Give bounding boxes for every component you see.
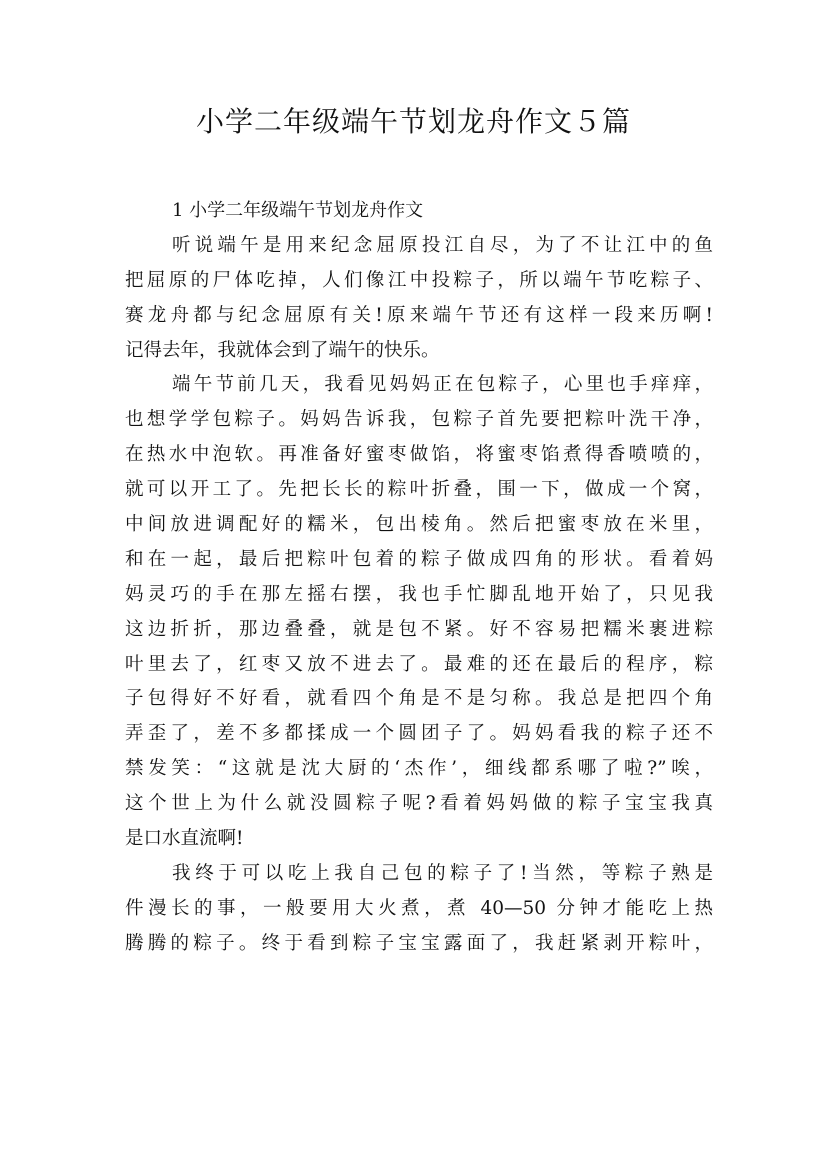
paragraph-line: 弄歪了，差不多都揉成一个圆团子了。妈妈看我的粽子还不 [125,723,713,745]
paragraph-line: 我终于可以吃上我自己包的粽子了!当然，等粽子熟是 [172,862,713,884]
paragraph-line: 也想学学包粽子。妈妈告诉我，包粽子首先要把粽叶洗干净， [125,409,713,431]
paragraph-line: 这边折折，那边叠叠，就是包不紧。好不容易把糯米裹进粽 [125,618,713,640]
paragraph-line: 听说端午是用来纪念屈原投江自尽，为了不让江中的鱼 [172,234,713,256]
document-title: 小学二年级端午节划龙舟作文５篇 [195,105,631,138]
paragraph-line: 是口水直流啊! [125,828,244,850]
section-heading: 1 小学二年级端午节划龙舟作文 [172,200,424,221]
paragraph-line: 叶里去了，红枣又放不进去了。最难的还在最后的程序，粽 [125,653,713,675]
paragraph-line: 就可以开工了。先把长长的粽叶折叠，围一下，做成一个窝， [125,479,713,501]
paragraph-line: 赛龙舟都与纪念屈原有关!原来端午节还有这样一段来历啊! [125,304,713,326]
paragraph-line: 记得去年，我就体会到了端午的快乐。 [125,339,440,361]
paragraph-line: 和在一起，最后把粽叶包着的粽子做成四角的形状。看着妈 [125,548,713,570]
paragraph-line: 在热水中泡软。再准备好蜜枣做馅，将蜜枣馅煮得香喷喷的， [125,444,713,466]
paragraph-line: 妈灵巧的手在那左摇右摆，我也手忙脚乱地开始了，只见我 [125,583,713,605]
paragraph-line: 把屈原的尸体吃掉，人们像江中投粽子，所以端午节吃粽子、 [125,269,713,291]
paragraph-line: 中间放进调配好的糯米，包出棱角。然后把蜜枣放在米里， [125,514,713,536]
paragraph-line: 这个世上为什么就没圆粽子呢?看着妈妈做的粽子宝宝我真 [125,793,713,815]
document-body [125,194,713,962]
paragraph-line: 子包得好不好看，就看四个角是不是匀称。我总是把四个角 [125,688,713,710]
paragraph-line: 端午节前几天，我看见妈妈正在包粽子，心里也手痒痒， [172,374,713,396]
paragraph-line: 腾腾的粽子。终于看到粽子宝宝露面了，我赶紧剥开粽叶， [125,932,713,954]
paragraph-line: 件漫长的事，一般要用大火煮，煮 40—50 分钟才能吃上热 [125,897,713,919]
paragraph-line: 禁发笑：“这就是沈大厨的‘杰作’，细线都系哪了啦?”唉， [125,758,713,780]
